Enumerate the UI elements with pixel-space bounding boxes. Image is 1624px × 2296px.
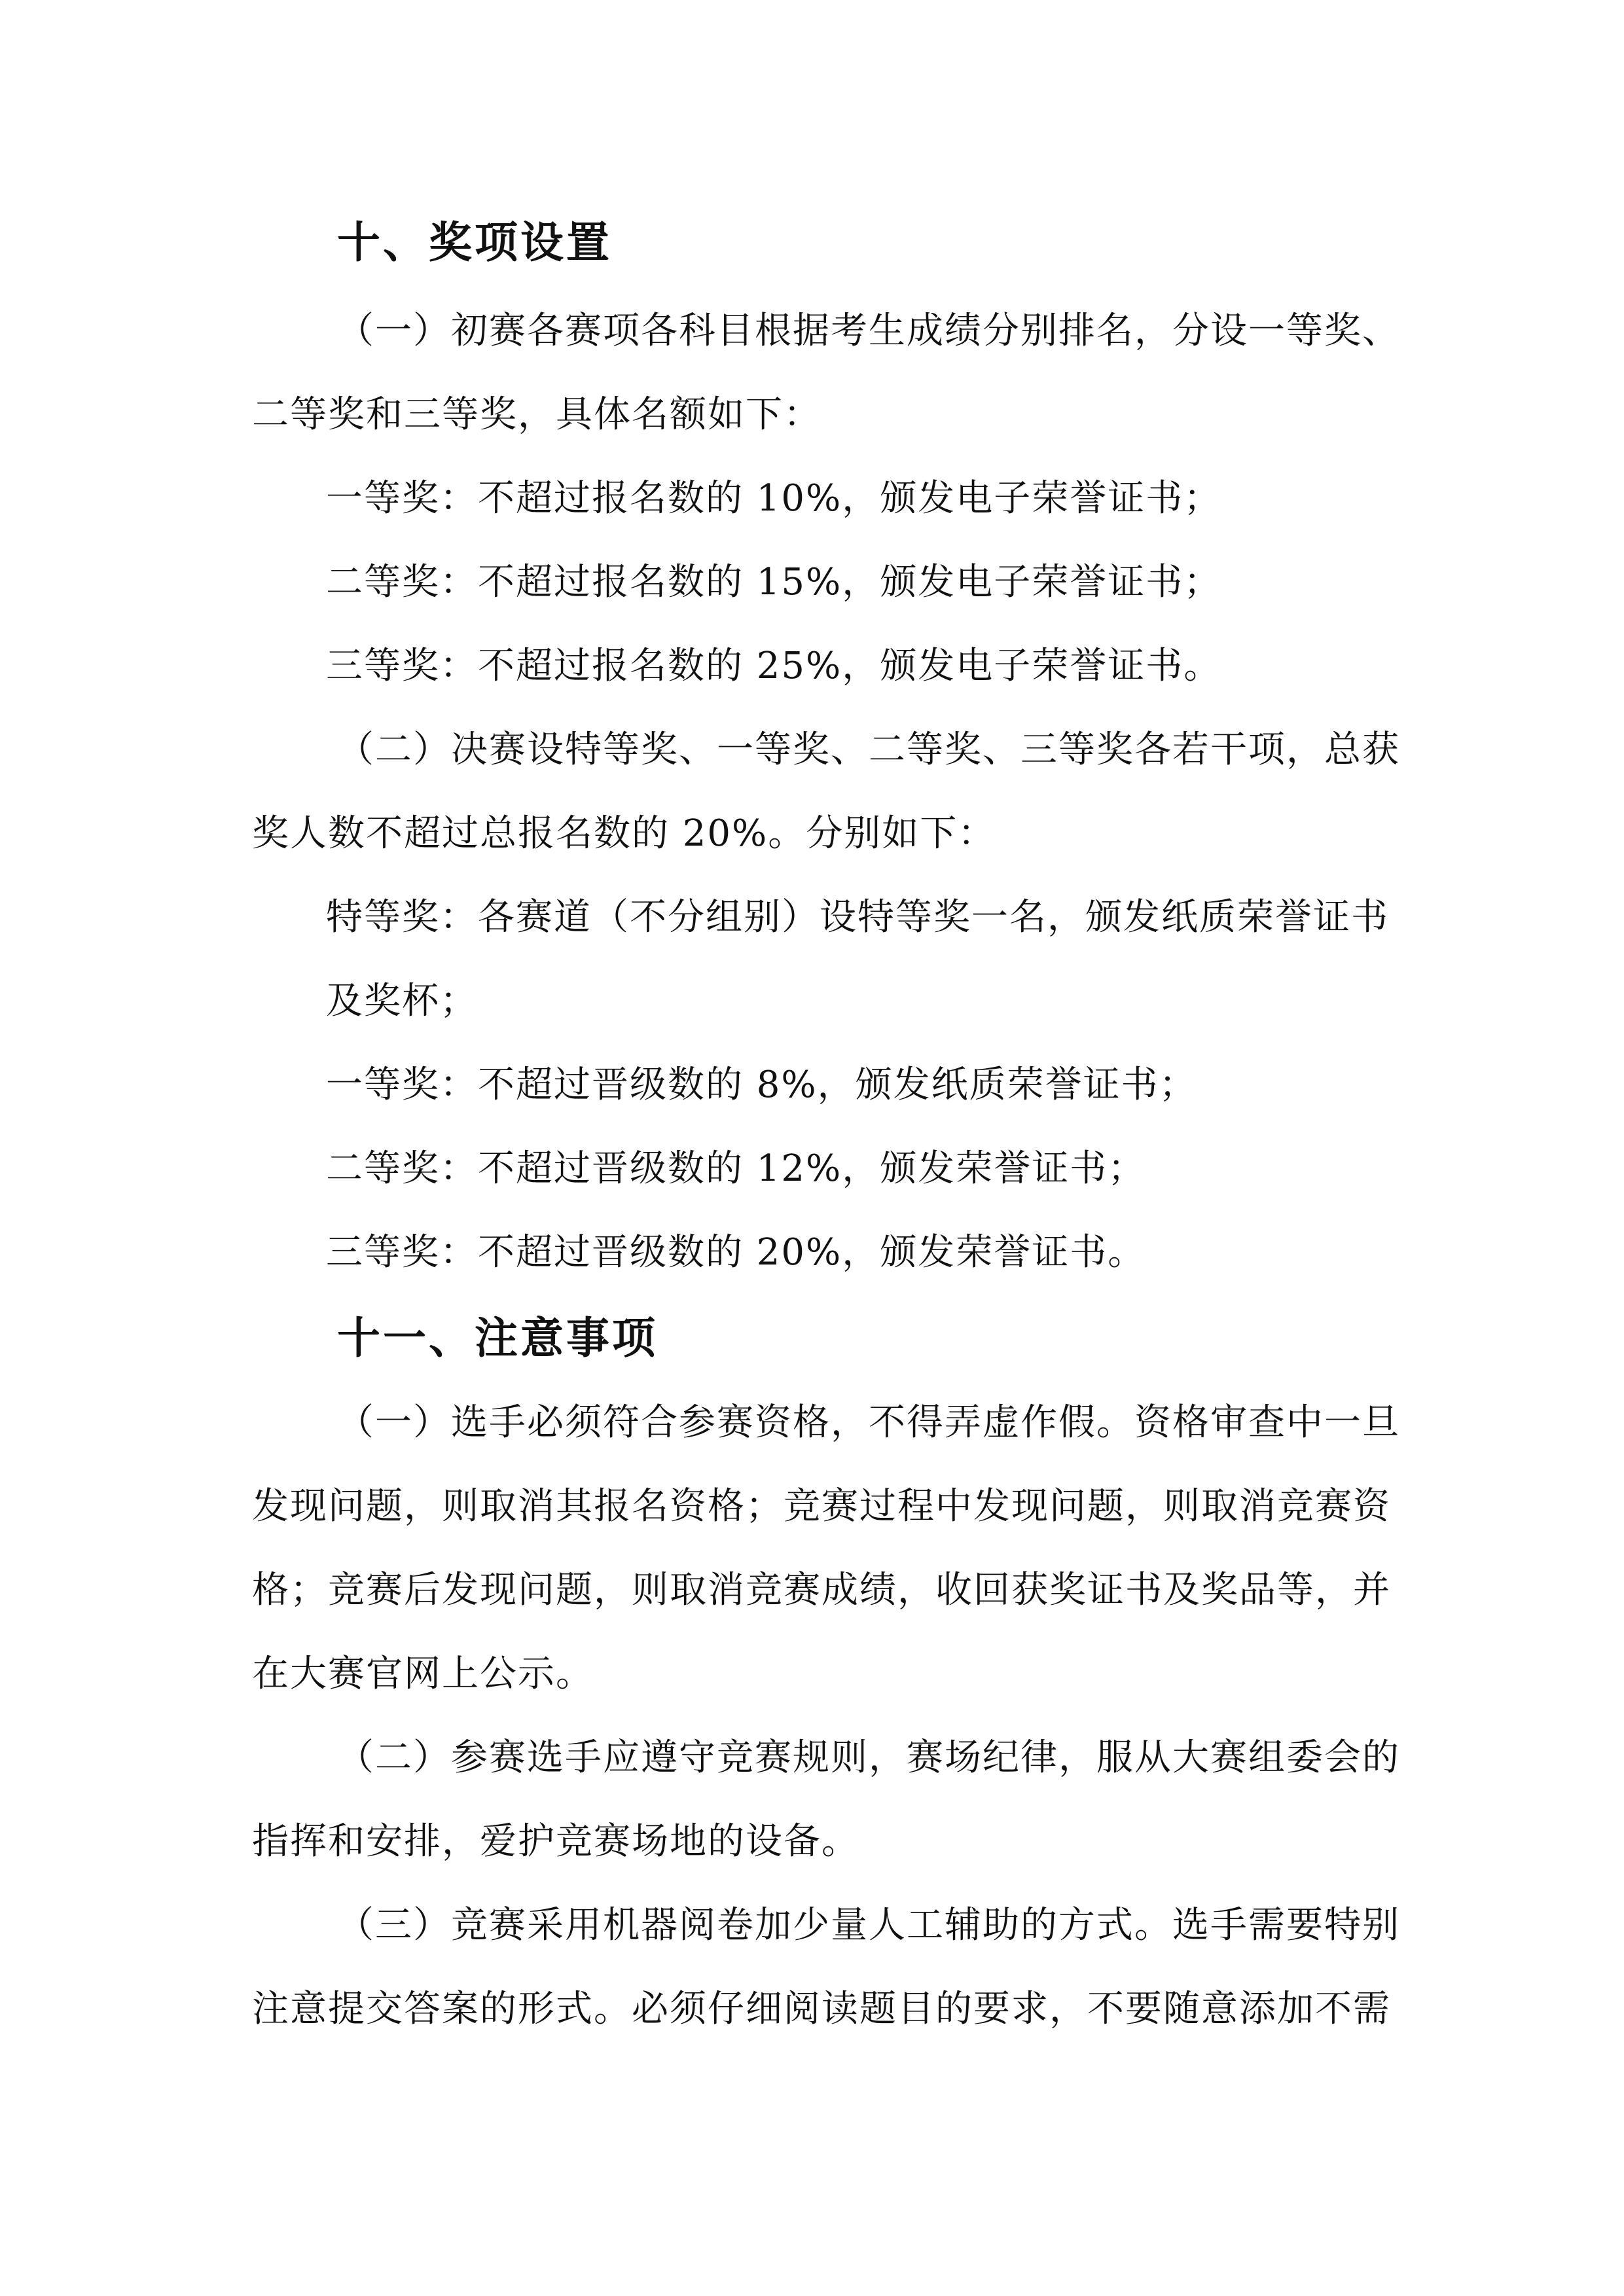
final-third-prize-line: 三等奖：不超过晋级数的 20%，颁发荣誉证书。 [326, 1231, 1146, 1274]
second-prize-line: 二等奖：不超过报名数的 15%，颁发电子荣誉证书； [326, 561, 1222, 603]
final-second-prize-line: 二等奖：不超过晋级数的 12%，颁发荣誉证书； [326, 1147, 1146, 1190]
section-11-p2-line2: 指挥和安排，爱护竞赛场地的设备。 [252, 1820, 859, 1863]
section-11-p3-line2: 注意提交答案的形式。必须仔细阅读题目的要求，不要随意添加不需 [252, 1988, 1391, 2030]
section-11-p1-line4: 在大赛官网上公示。 [252, 1653, 594, 1695]
section-10-p2-line1: （二）决赛设特等奖、一等奖、二等奖、三等奖各若干项，总获 [337, 728, 1400, 771]
third-prize-line: 三等奖：不超过报名数的 25%，颁发电子荣誉证书。 [326, 645, 1222, 687]
final-first-prize-line: 一等奖：不超过晋级数的 8%，颁发纸质荣誉证书； [326, 1064, 1197, 1106]
special-prize-line2: 及奖杯； [326, 980, 478, 1022]
section-11-p1-line3: 格；竞赛后发现问题，则取消竞赛成绩，收回获奖证书及奖品等，并 [252, 1569, 1391, 1611]
section-10-p1-line1: （一）初赛各赛项各科目根据考生成绩分别排名，分设一等奖、 [337, 310, 1400, 352]
first-prize-line: 一等奖：不超过报名数的 10%，颁发电子荣誉证书； [326, 477, 1222, 520]
section-11-p2-line1: （二）参赛选手应遵守竞赛规则，赛场纪律，服从大赛组委会的 [337, 1736, 1400, 1779]
special-prize-line1: 特等奖：各赛道（不分组别）设特等奖一名，颁发纸质荣誉证书 [326, 896, 1389, 939]
section-11-p1-line1: （一）选手必须符合参赛资格，不得弄虚作假。资格审查中一旦 [337, 1401, 1400, 1444]
section-10-heading: 十、奖项设置 [337, 217, 612, 268]
section-11-p1-line2: 发现问题，则取消其报名资格；竞赛过程中发现问题，则取消竞赛资 [252, 1485, 1391, 1528]
section-10-p1-line2: 二等奖和三等奖，具体名额如下： [252, 393, 821, 436]
section-11-heading: 十一、注意事项 [337, 1313, 658, 1363]
section-11-p3-line1: （三）竞赛采用机器阅卷加少量人工辅助的方式。选手需要特别 [337, 1904, 1400, 1946]
section-10-p2-line2: 奖人数不超过总报名数的 20%。分别如下： [252, 812, 996, 855]
